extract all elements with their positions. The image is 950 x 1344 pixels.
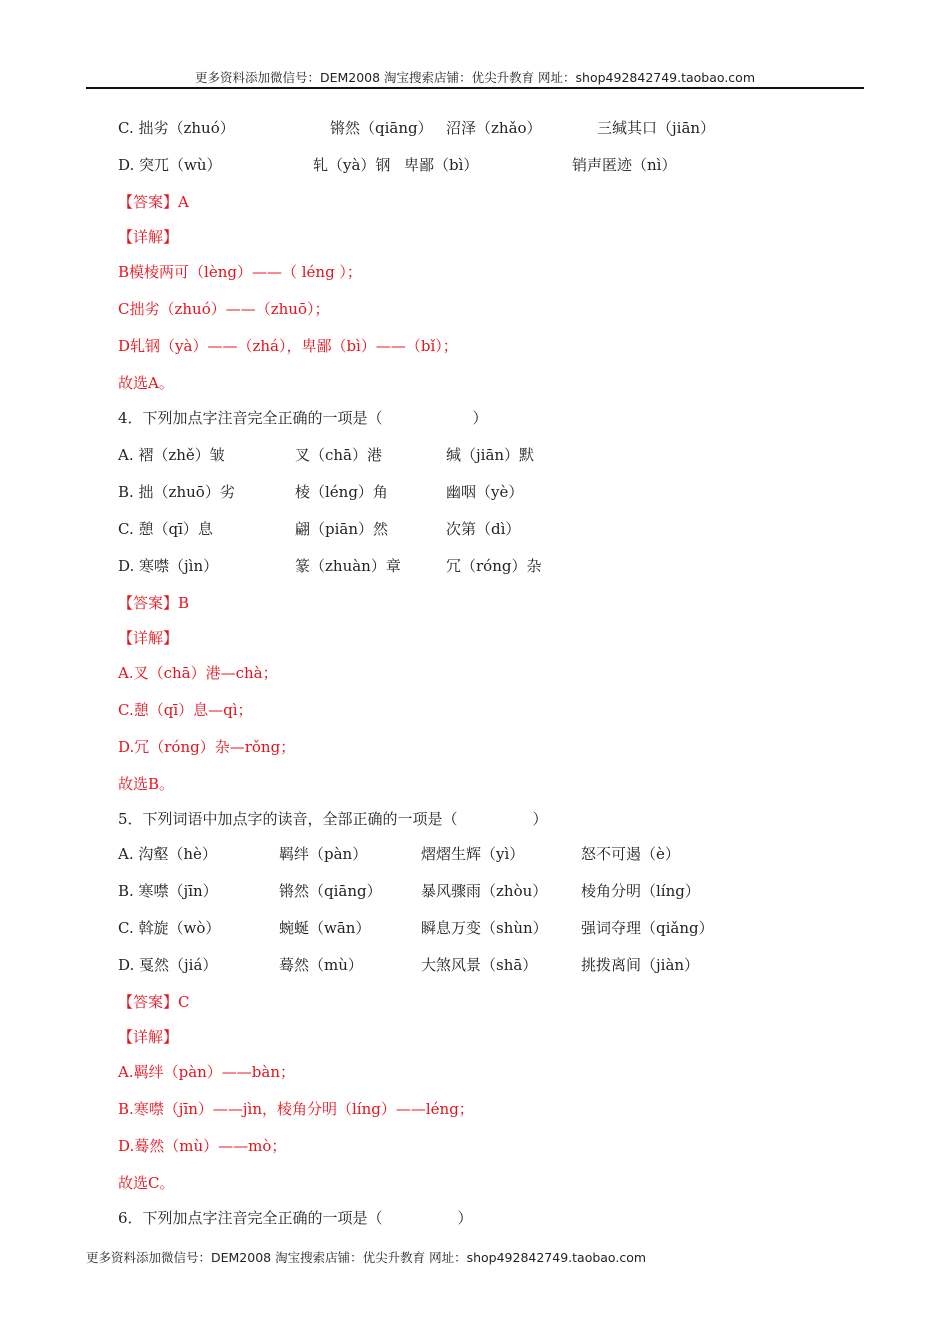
q5-option-b-item-1: B. 寒噤（jīn） — [118, 882, 218, 900]
q4-option-b-item-2: 棱（léng）角 — [295, 483, 388, 501]
q4-option-c-item-1: C. 憩（qī）息 — [118, 520, 213, 538]
q3-detail-label: 【详解】 — [118, 228, 179, 246]
q5-option-b-item-3: 暴风骤雨（zhòu） — [421, 882, 548, 900]
q5-conclusion: 故选C。 — [118, 1174, 175, 1192]
q4-option-c-item-2: 翩（piān）然 — [295, 520, 389, 538]
q4-option-a-item-1: A. 褶（zhě）皱 — [118, 446, 225, 464]
q5-stem: 5．下列词语中加点字的读音，全部正确的一项是（ ） — [118, 810, 548, 828]
q3-option-c-item-1: C. 拙劣（zhuó） — [118, 119, 235, 137]
q3-conclusion: 故选A。 — [118, 374, 174, 392]
q4-answer: 【答案】B — [118, 594, 190, 612]
q4-option-a-item-2: 叉（chā）港 — [295, 446, 383, 464]
header-rule — [86, 87, 864, 89]
q5-option-c-item-4: 强词夺理（qiǎng） — [581, 919, 714, 937]
q5-detail-a: A.羁绊（pàn）——bàn； — [118, 1063, 296, 1081]
q4-detail-d: D.冗（róng）杂—rǒng； — [118, 738, 296, 756]
q5-option-a-item-1: A. 沟壑（hè） — [118, 845, 217, 863]
q3-option-c-item-2: 锵然（qiāng） — [330, 119, 433, 137]
page-header: 更多资料添加微信号：DEM2008 淘宝搜索店铺：优尖升教育 网址：shop492842749.taobao.com — [194, 70, 756, 85]
q5-option-d-item-1: D. 戛然（jiá） — [118, 956, 218, 974]
q3-detail-b: B模棱两可（lèng）——（ léng ）； — [118, 263, 362, 281]
q5-option-b-item-4: 棱角分明（líng） — [581, 882, 700, 900]
q5-detail-b: B.寒噤（jīn）——jìn，棱角分明（líng）——léng； — [118, 1100, 474, 1118]
q4-conclusion: 故选B。 — [118, 775, 175, 793]
q5-option-a-item-3: 熠熠生辉（yì） — [421, 845, 525, 863]
q5-option-b-item-2: 锵然（qiāng） — [279, 882, 382, 900]
q3-answer: 【答案】A — [118, 193, 189, 211]
q3-option-d-item-4: 销声匿迹（nì） — [572, 156, 677, 174]
q5-option-d-item-3: 大煞风景（shā） — [421, 956, 538, 974]
q4-option-d-item-1: D. 寒噤（jìn） — [118, 557, 219, 575]
q3-option-d-item-2: 轧（yà）钢 — [313, 156, 391, 174]
q3-detail-c: C拙劣（zhuó）——（zhuō）； — [118, 300, 330, 318]
q4-option-b-item-3: 幽咽（yè） — [446, 483, 524, 501]
q3-option-d-item-1: D. 突兀（wù） — [118, 156, 222, 174]
q5-option-a-item-4: 怒不可遏（è） — [581, 845, 680, 863]
q3-option-d-item-3: 卑鄙（bì） — [404, 156, 479, 174]
q4-option-d-item-3: 冗（róng）杂 — [446, 557, 542, 575]
q4-stem: 4．下列加点字注音完全正确的一项是（ ） — [118, 409, 488, 427]
q5-option-d-item-2: 蓦然（mù） — [279, 956, 363, 974]
q3-detail-d: D轧钢（yà）——（zhá），卑鄙（bì）——（bǐ）； — [118, 337, 458, 355]
q5-answer: 【答案】C — [118, 993, 190, 1011]
q5-option-c-item-2: 蜿蜒（wān） — [279, 919, 371, 937]
q5-option-d-item-4: 挑拨离间（jiàn） — [581, 956, 700, 974]
page-footer: 更多资料添加微信号：DEM2008 淘宝搜索店铺：优尖升教育 网址：shop492842749.taobao.com — [86, 1250, 647, 1265]
q4-detail-c: C.憩（qī）息—qì； — [118, 701, 253, 719]
q4-option-c-item-3: 次第（dì） — [446, 520, 521, 538]
q3-option-c-item-4: 三缄其口（jiān） — [597, 119, 716, 137]
q5-detail-d: D.蓦然（mù）——mò； — [118, 1137, 287, 1155]
q5-option-a-item-2: 羁绊（pàn） — [279, 845, 368, 863]
q5-detail-label: 【详解】 — [118, 1028, 179, 1046]
q5-option-c-item-1: C. 斡旋（wò） — [118, 919, 221, 937]
q5-option-c-item-3: 瞬息万变（shùn） — [421, 919, 548, 937]
q4-detail-a: A.叉（chā）港—chà； — [118, 664, 278, 682]
q3-option-c-item-3: 沼泽（zhǎo） — [446, 119, 542, 137]
q4-detail-label: 【详解】 — [118, 629, 179, 647]
q4-option-a-item-3: 缄（jiān）默 — [446, 446, 535, 464]
q4-option-b-item-1: B. 拙（zhuō）劣 — [118, 483, 235, 501]
q6-stem: 6．下列加点字注音完全正确的一项是（ ） — [118, 1209, 473, 1227]
q4-option-d-item-2: 篆（zhuàn）章 — [295, 557, 401, 575]
